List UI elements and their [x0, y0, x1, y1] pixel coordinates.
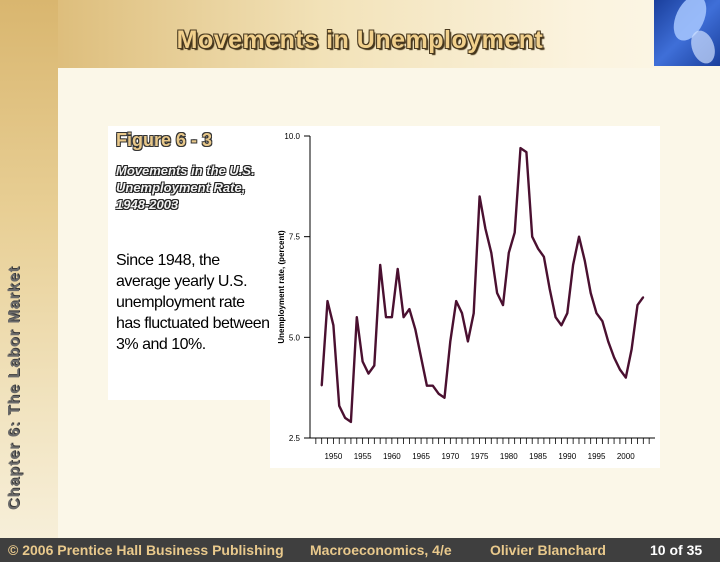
data-point	[333, 324, 335, 326]
data-point	[619, 369, 621, 371]
data-point	[338, 405, 340, 407]
data-point	[561, 324, 563, 326]
data-point	[391, 316, 393, 318]
data-point	[584, 260, 586, 262]
data-point	[473, 312, 475, 314]
data-point	[526, 151, 528, 153]
footer-author: Olivier Blanchard	[490, 542, 606, 558]
data-point	[543, 256, 545, 258]
data-point	[409, 308, 411, 310]
data-point	[461, 312, 463, 314]
data-point	[344, 417, 346, 419]
figure-label: Figure 6 - 3	[116, 130, 213, 150]
data-point	[602, 320, 604, 322]
data-point	[508, 252, 510, 254]
data-point	[356, 316, 358, 318]
x-tick-label: 1995	[587, 452, 606, 461]
data-point	[362, 361, 364, 363]
data-point	[432, 385, 434, 387]
y-tick-label: 7.5	[288, 232, 300, 242]
x-tick-label: 1965	[412, 452, 431, 461]
y-tick-label: 5.0	[288, 333, 300, 343]
data-point	[549, 288, 551, 290]
chart-marks	[321, 147, 644, 422]
chart-axes	[277, 132, 655, 461]
x-tick-label: 1955	[353, 452, 372, 461]
x-tick-label: 1975	[470, 452, 489, 461]
data-point	[485, 228, 487, 230]
figure-subtitle: Movements in the U.S. Unemployment Rate, 1948-2003	[116, 163, 255, 212]
data-point	[625, 377, 627, 379]
data-point	[502, 304, 504, 306]
chart-panel	[270, 126, 660, 468]
data-point	[520, 147, 522, 149]
x-tick-label: 1990	[558, 452, 577, 461]
data-point	[426, 385, 428, 387]
data-point	[397, 268, 399, 270]
data-point	[479, 196, 481, 198]
data-point	[321, 385, 323, 387]
data-point	[467, 341, 469, 343]
slide-title: Movements in Unemployment	[176, 26, 544, 54]
data-point	[350, 421, 352, 423]
x-tick-label: 1970	[441, 452, 460, 461]
x-tick-label: 1950	[324, 452, 343, 461]
data-point	[578, 236, 580, 238]
footer-book: Macroeconomics, 4/e	[310, 542, 452, 558]
x-tick-label: 1960	[382, 452, 401, 461]
y-axis-label: Unemployment rate, (percent)	[277, 230, 286, 344]
data-point	[420, 357, 422, 359]
unemployment-chart	[270, 126, 660, 468]
data-point	[613, 357, 615, 359]
data-point	[450, 341, 452, 343]
data-point	[566, 312, 568, 314]
x-tick-label: 2000	[616, 452, 635, 461]
footer-page-number: 10 of 35	[650, 542, 703, 558]
data-point	[637, 304, 639, 306]
figure-body-text: Since 1948, the average yearly U.S. unemployment rate has fluctuated between 3% and 10%.	[116, 252, 270, 353]
data-point	[596, 312, 598, 314]
y-tick-label: 10.0	[284, 132, 300, 141]
data-point	[537, 248, 539, 250]
data-point	[555, 316, 557, 318]
data-point	[490, 252, 492, 254]
footer-bar	[0, 538, 720, 562]
series-line	[322, 148, 644, 422]
x-tick-label: 1980	[499, 452, 518, 461]
footer-copyright: © 2006 Prentice Hall Business Publishing	[8, 542, 284, 558]
chapter-label: Chapter 6: The Labor Market	[6, 266, 23, 510]
data-point	[438, 393, 440, 395]
data-point	[455, 300, 457, 302]
data-point	[514, 232, 516, 234]
data-point	[643, 296, 645, 298]
data-point	[379, 264, 381, 266]
data-point	[531, 236, 533, 238]
data-point	[368, 373, 370, 375]
data-point	[403, 316, 405, 318]
data-point	[385, 316, 387, 318]
x-tick-label: 1985	[529, 452, 547, 461]
data-point	[374, 365, 376, 367]
data-point	[414, 328, 416, 330]
data-point	[631, 349, 633, 351]
figure-caption	[108, 126, 272, 400]
data-point	[327, 300, 329, 302]
data-point	[444, 397, 446, 399]
data-point	[607, 341, 609, 343]
data-point	[590, 292, 592, 294]
data-point	[572, 264, 574, 266]
data-point	[496, 292, 498, 294]
y-tick-label: 2.5	[288, 434, 300, 443]
